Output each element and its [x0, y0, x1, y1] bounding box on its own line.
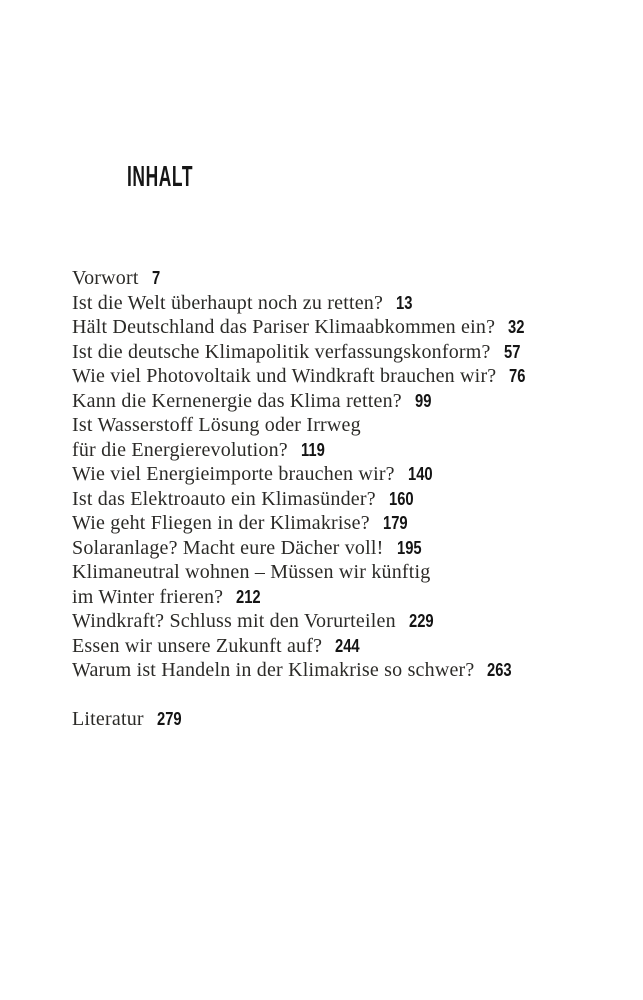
- page-number: 229: [408, 611, 434, 631]
- toc-entry: [72, 560, 617, 609]
- toc-line: [72, 413, 617, 438]
- page-number: 160: [388, 488, 414, 509]
- toc-entry: [72, 315, 617, 340]
- toc-line: [72, 462, 617, 487]
- toc-line: [72, 560, 617, 585]
- toc-line: [72, 291, 617, 316]
- page-number: 13: [396, 292, 413, 313]
- toc-entry: [72, 364, 617, 389]
- chapter-title: im Winter frieren?: [72, 585, 224, 608]
- toc-entry: [72, 413, 617, 462]
- page-number: 7: [151, 268, 160, 288]
- toc-line: [72, 585, 617, 610]
- table-of-contents: [72, 266, 617, 732]
- chapter-title: Essen wir unsere Zukunft auf?: [72, 634, 323, 657]
- toc-line: [72, 266, 617, 291]
- page-number: 76: [509, 366, 526, 386]
- chapter-title: Wie geht Fliegen in der Klimakrise?: [72, 512, 370, 534]
- toc-entry: [72, 389, 617, 414]
- page-number: 119: [300, 439, 325, 460]
- chapter-title: Hält Deutschland das Pariser Klimaabkommen ein?: [72, 316, 496, 338]
- chapter-title: Ist Wasserstoff Lösung oder Irrweg: [72, 414, 361, 436]
- chapter-title: für die Energierevolution?: [72, 438, 288, 461]
- chapter-title: Ist das Elektroauto ein Klimasünder?: [72, 487, 376, 510]
- page-number: 57: [503, 341, 521, 362]
- page-number: 263: [487, 660, 513, 680]
- toc-line: [72, 364, 617, 389]
- chapter-title: Warum ist Handeln in der Klimakrise so schwer?: [72, 659, 475, 681]
- toc-entry: [72, 511, 617, 536]
- toc-entry: [72, 462, 617, 487]
- chapter-title: Windkraft? Schluss mit den Vorurteilen: [72, 610, 396, 632]
- toc-line: [72, 707, 617, 732]
- page-number: 32: [508, 317, 525, 337]
- page-title: INHALT: [127, 161, 194, 193]
- toc-entry: [72, 658, 617, 683]
- toc-line: [72, 658, 617, 683]
- page-number: 212: [236, 586, 261, 607]
- toc-line: [72, 609, 617, 634]
- toc-entry: [72, 609, 617, 634]
- toc-entry: [72, 707, 617, 732]
- chapter-title: Wie viel Photovoltaik und Windkraft brauchen wir?: [72, 365, 497, 387]
- toc-line: [72, 511, 617, 536]
- toc-line: [72, 340, 617, 365]
- page-number: 195: [396, 537, 422, 558]
- chapter-title: Wie viel Energieimporte brauchen wir?: [72, 463, 395, 485]
- chapter-title: Literatur: [72, 708, 144, 730]
- toc-entry: [72, 536, 617, 561]
- toc-line: [72, 536, 617, 561]
- toc-entry: [72, 291, 617, 316]
- toc-entry: [72, 266, 617, 291]
- toc-entry: [72, 340, 617, 365]
- toc-line: [72, 438, 617, 463]
- page-number: 179: [382, 513, 408, 533]
- toc-entry: [72, 634, 617, 659]
- chapter-title: Ist die deutsche Klimapolitik verfassungskonform?: [72, 340, 491, 363]
- toc-line: [72, 389, 617, 414]
- chapter-title: Vorwort: [72, 267, 139, 289]
- chapter-title: Klimaneutral wohnen – Müssen wir künftig: [72, 561, 431, 583]
- toc-entry: [72, 487, 617, 512]
- page-number: 244: [335, 635, 360, 656]
- toc-line: [72, 487, 617, 512]
- toc-line: [72, 315, 617, 340]
- page-number: 279: [156, 709, 182, 729]
- chapter-title: Solaranlage? Macht eure Dächer voll!: [72, 536, 384, 559]
- page-number: 99: [414, 390, 432, 411]
- toc-line: [72, 634, 617, 659]
- page-number: 140: [407, 464, 433, 484]
- chapter-title: Ist die Welt überhaupt noch zu retten?: [72, 291, 384, 314]
- chapter-title: Kann die Kernenergie das Klima retten?: [72, 389, 402, 412]
